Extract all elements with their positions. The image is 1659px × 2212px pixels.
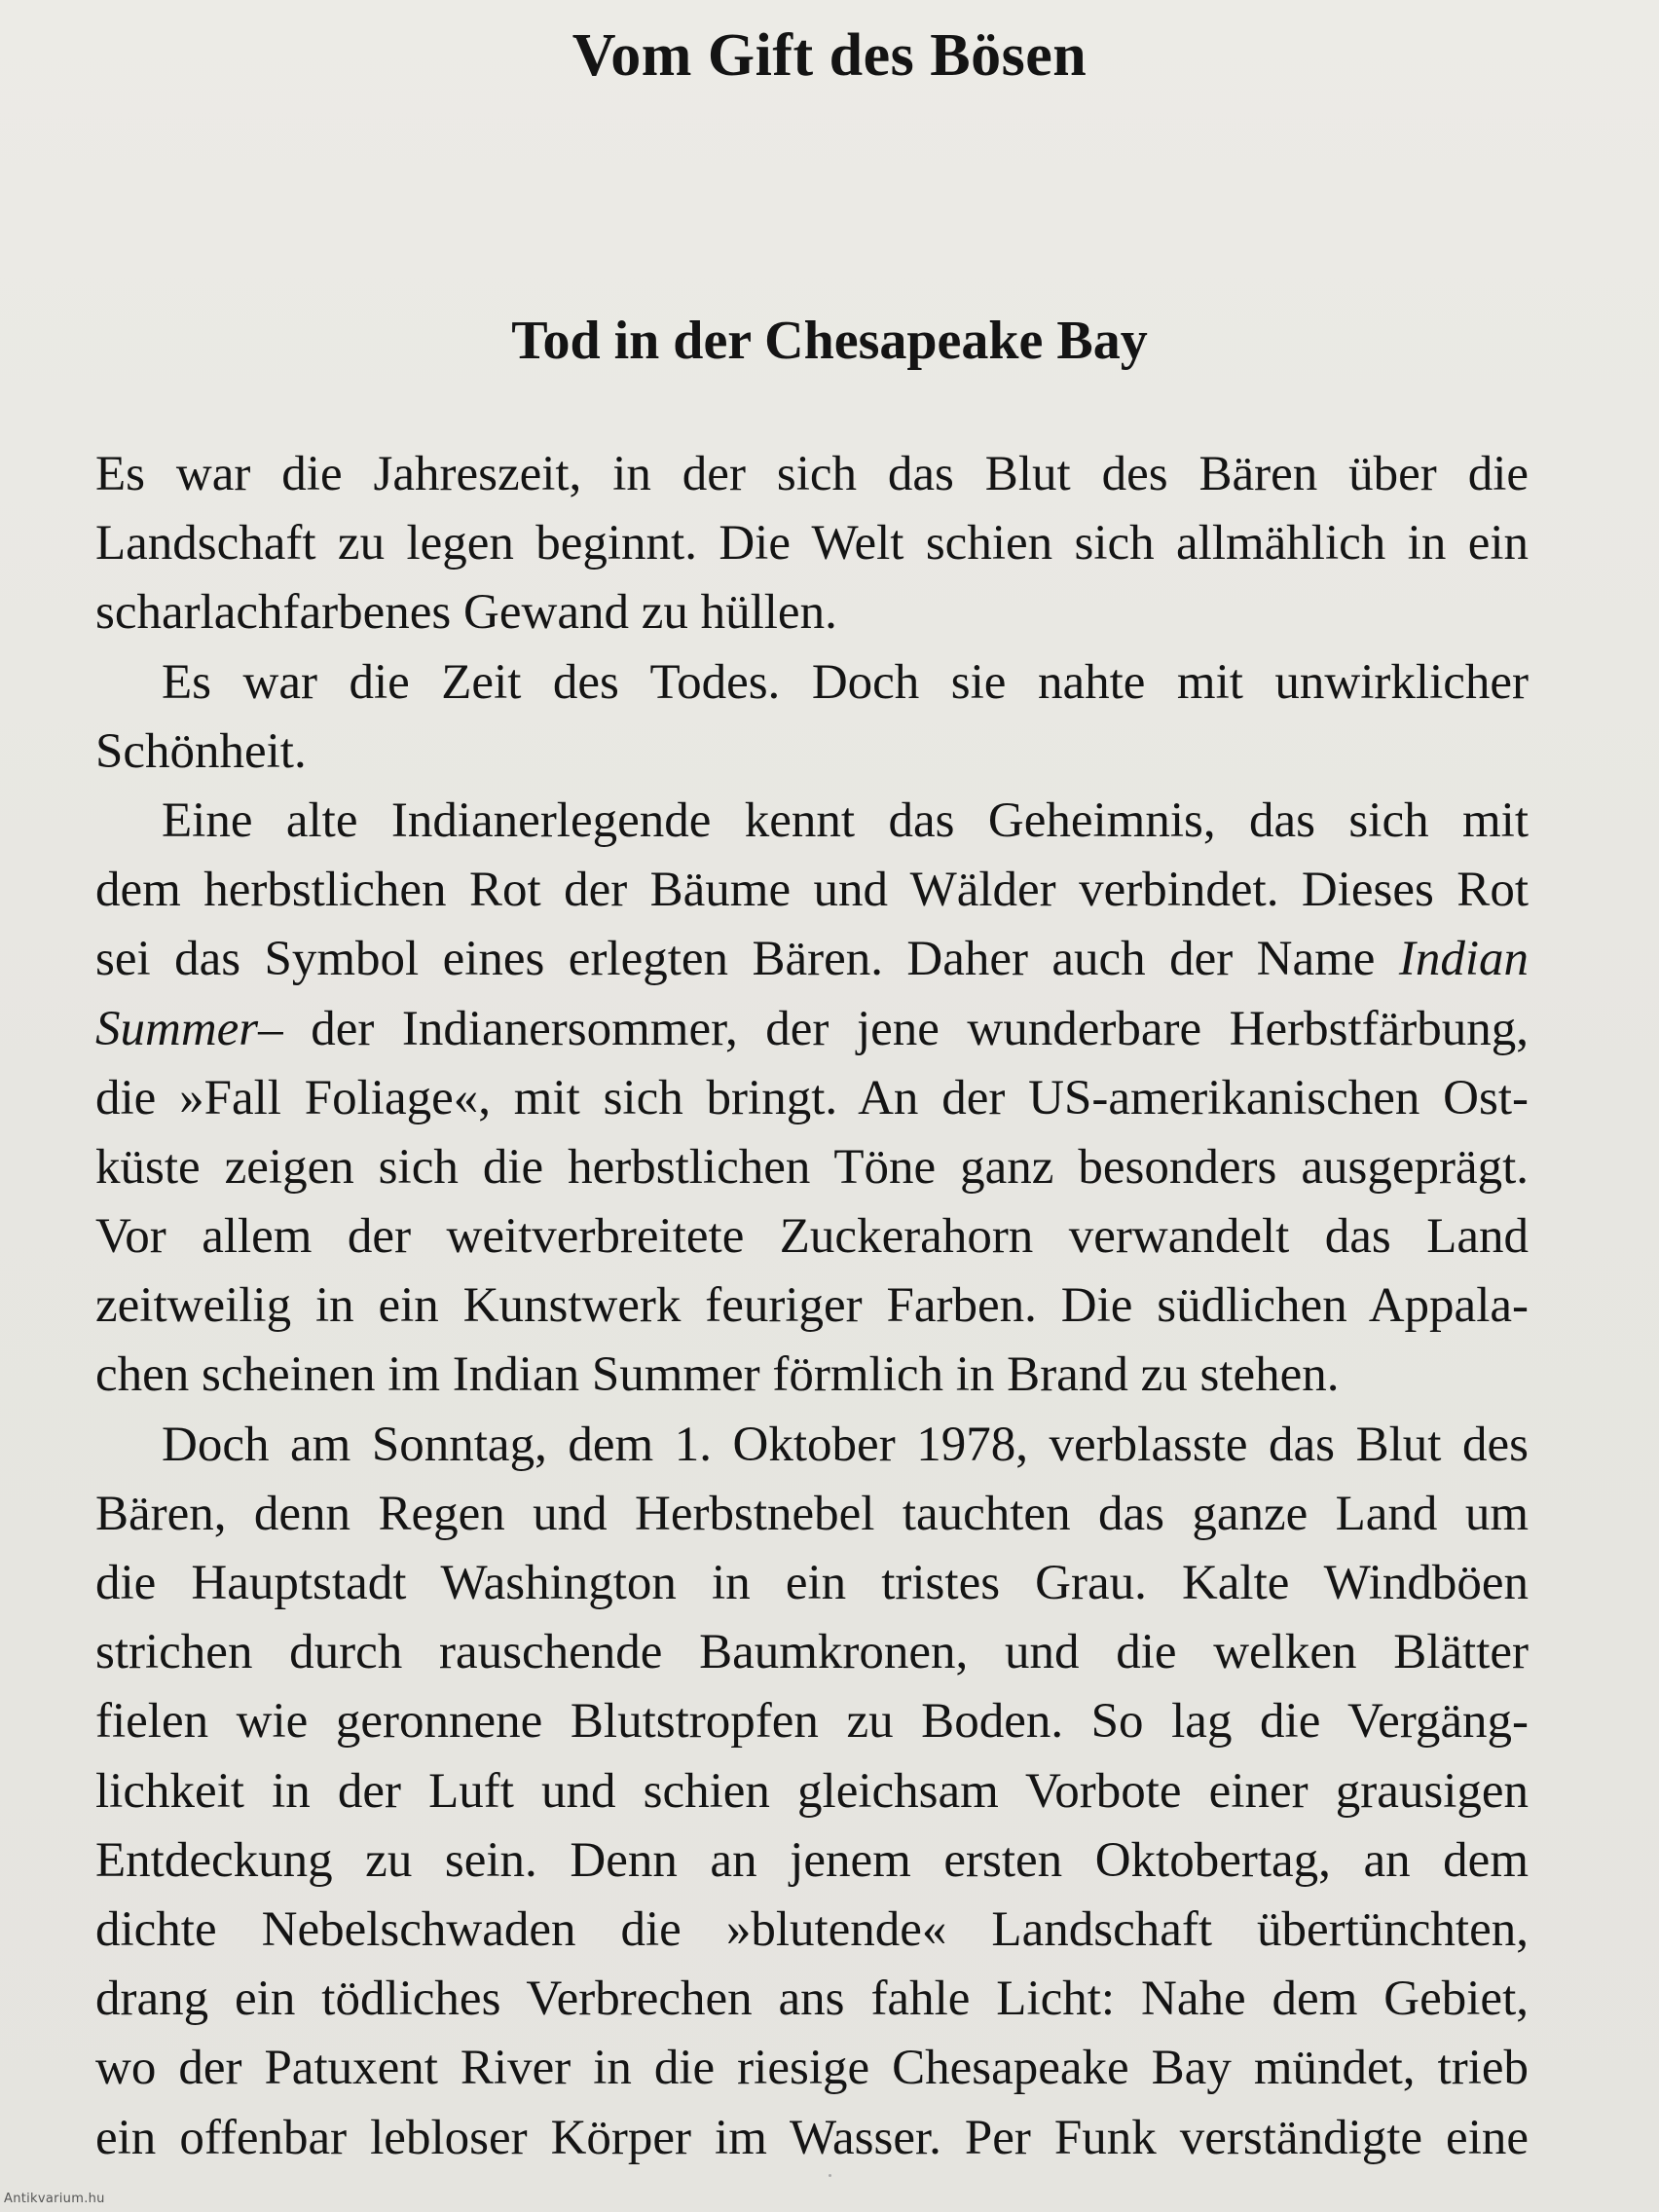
section-title: Tod in der Chesapeake Bay bbox=[511, 311, 1148, 371]
text-line: Vor allem der weitverbreitete Zuckerahorn verwandelt das Land bbox=[95, 1209, 1529, 1265]
text-line: küste zeigen sich die herbstlichen Töne ganz besonders ausgeprägt. bbox=[95, 1139, 1529, 1195]
text-line: dichte Nebelschwaden die »blutende« Landschaft übertünchten, bbox=[95, 1901, 1529, 1957]
text-line: Schönheit. bbox=[95, 723, 307, 779]
text-line: Entdeckung zu sein. Denn an jenem ersten Oktobertag, an dem bbox=[95, 1832, 1529, 1888]
text-line: drang ein tödliches Verbrechen ans fahle Licht: Nahe dem Gebiet, bbox=[95, 1972, 1529, 2027]
text-line: Es war die Jahreszeit, in der sich das Blut des Bären über die bbox=[95, 447, 1529, 501]
text-line: Doch am Sonntag, dem 1. Oktober 1978, verblasste das Blut des bbox=[162, 1417, 1529, 1472]
text-line: fielen wie geronnene Blutstropfen zu Boden. So lag die Vergäng- bbox=[95, 1694, 1529, 1750]
text-line: die »Fall Foliage«, mit sich bringt. An der US-amerikanischen Ost- bbox=[95, 1070, 1529, 1125]
text-line: zeitweilig in ein Kunstwerk feuriger Farben. Die südlichen Appala- bbox=[95, 1278, 1529, 1334]
text-line: lichkeit in der Luft und schien gleichsam Vorbote einer grausigen bbox=[95, 1763, 1529, 1819]
italic-term: Indian bbox=[1398, 932, 1529, 987]
text-line: chen scheinen im Indian Summer förmlich in Brand zu stehen. bbox=[95, 1347, 1340, 1403]
text-line: wo der Patuxent River in die riesige Chesapeake Bay mündet, trieb bbox=[95, 2041, 1529, 2096]
text-fragment: – der Indianersommer, der jene wunderbare Herbstfärbung, bbox=[258, 1001, 1529, 1056]
text-line bbox=[95, 925, 1529, 994]
text-line: Es war die Zeit des Todes. Doch sie nahte mit unwirklicher bbox=[162, 654, 1529, 710]
text-line: dem herbstlichen Rot der Bäume und Wälder verbindet. Dieses Rot bbox=[95, 863, 1529, 918]
page-mark bbox=[829, 2174, 831, 2177]
text-line: Landschaft zu legen beginnt. Die Welt schien sich allmählich in ein bbox=[95, 516, 1529, 571]
paragraph bbox=[95, 1411, 1529, 2173]
text-line: strichen durch rauschende Baumkronen, und die welken Blätter bbox=[95, 1625, 1529, 1680]
text-line: scharlachfarbenes Gewand zu hüllen. bbox=[95, 585, 837, 641]
text-fragment: sei das Symbol eines erlegten Bären. Daher auch der Name bbox=[95, 932, 1376, 987]
italic-term: Summer bbox=[95, 1001, 259, 1056]
text-line: ein offenbar lebloser Körper im Wasser. Per Funk verständigte eine bbox=[95, 2110, 1529, 2165]
chapter-title: Vom Gift des Bösen bbox=[571, 22, 1088, 89]
text-line bbox=[95, 995, 1529, 1064]
body-text bbox=[95, 440, 1529, 2173]
text-line: Eine alte Indianerlegende kennt das Geheimnis, das sich mit bbox=[162, 793, 1529, 848]
text-line: die Hauptstadt Washington in ein tristes Grau. Kalte Windböen bbox=[95, 1556, 1529, 1610]
watermark: Antikvarium.hu bbox=[4, 2192, 105, 2206]
paragraph bbox=[95, 787, 1529, 1411]
paragraph bbox=[95, 648, 1529, 787]
text-line: Bären, denn Regen und Herbstnebel tauchten das ganze Land um bbox=[95, 1486, 1529, 1541]
paragraph bbox=[95, 440, 1529, 648]
